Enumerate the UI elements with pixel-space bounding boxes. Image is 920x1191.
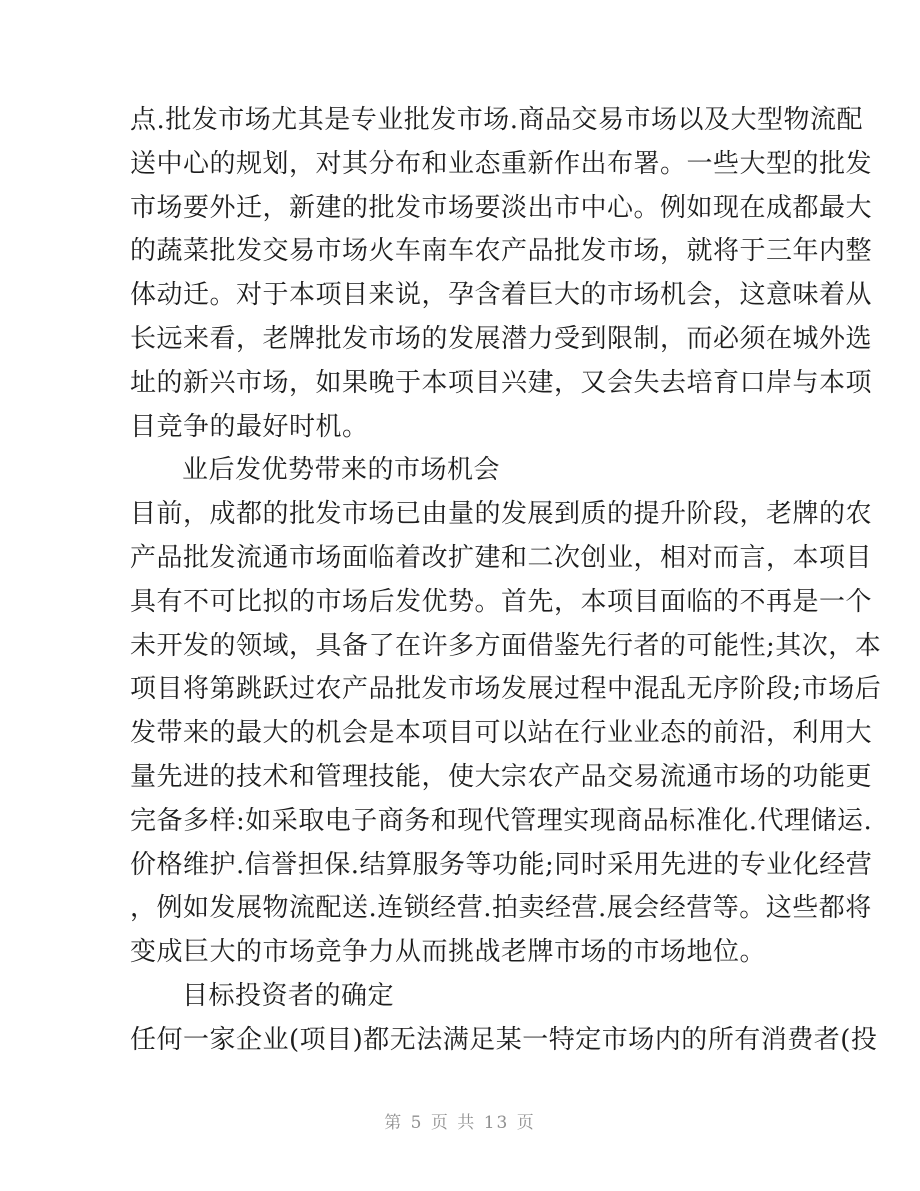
text-line: 目竞争的最好时机。 <box>130 411 369 442</box>
text-line: 量先进的技术和管理技能，使大宗农产品交易流通市场的功能更 <box>130 761 873 792</box>
document-body <box>130 99 882 1063</box>
text-line: 完备多样:如采取电子商务和现代管理实现商品标准化.代理储运. <box>130 805 873 836</box>
text-line: 址的新兴市场，如果晚于本项目兴建，又会失去培育口岸与本项 <box>130 367 873 398</box>
text-line: 体动迁。对于本项目来说，孕含着巨大的市场机会，这意味着从 <box>130 280 873 311</box>
section-heading: 目标投资者的确定 <box>182 980 395 1011</box>
text-line: 发带来的最大的机会是本项目可以站在行业业态的前沿，利用大 <box>130 718 873 749</box>
text-line: 任何一家企业(项目)都无法满足某一特定市场内的所有消费者(投 <box>130 1024 878 1055</box>
text-line: 具有不可比拟的市场后发优势。首先，本项目面临的不再是一个 <box>130 586 873 617</box>
text-line: 目前，成都的批发市场已由量的发展到质的提升阶段，老牌的农 <box>130 499 873 530</box>
text-line: 长远来看，老牌批发市场的发展潜力受到限制，而必须在城外选 <box>130 323 873 354</box>
text-line: 产品批发流通市场面临着改扩建和二次创业，相对而言，本项目 <box>130 542 873 573</box>
section-heading: 业后发优势带来的市场机会 <box>182 455 501 486</box>
text-line: 变成巨大的市场竞争力从而挑战老牌市场的市场地位。 <box>130 937 767 968</box>
text-line: 项目将第跳跃过农产品批发市场发展过程中混乱无序阶段;市场后 <box>130 674 882 705</box>
text-line: 未开发的领域，具备了在许多方面借鉴先行者的可能性;其次，本 <box>130 630 882 661</box>
text-line: 市场要外迁，新建的批发市场要淡出市中心。例如现在成都最大 <box>130 192 873 223</box>
page-number-footer: 第 5 页 共 13 页 <box>384 1113 536 1133</box>
text-line: 的蔬菜批发交易市场火车南车农产品批发市场，就将于三年内整 <box>130 236 873 267</box>
text-line: 点.批发市场尤其是专业批发市场.商品交易市场以及大型物流配 <box>130 105 864 135</box>
text-line: ，例如发展物流配送.连锁经营.拍卖经营.展会经营等。这些都将 <box>130 893 872 924</box>
text-line: 价格维护.信誉担保.结算服务等功能;同时采用先进的专业化经营 <box>130 849 873 880</box>
text-line: 送中心的规划，对其分布和业态重新作出布署。一些大型的批发 <box>130 148 873 179</box>
